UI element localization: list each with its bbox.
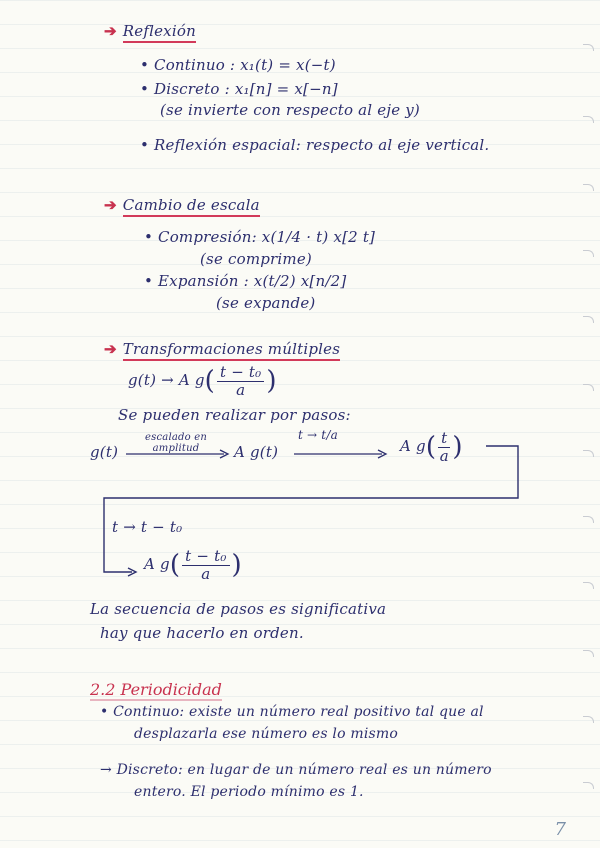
conclusion-line-2: hay que hacerlo en orden. [100, 624, 304, 642]
step1-mid: A g(t) [234, 443, 279, 461]
conclusion-line-1: La secuencia de pasos es significativa [90, 600, 387, 618]
periodicidad-continuo-1: • Continuo: existe un número real positivo tal que al [100, 704, 484, 720]
arrow-icon: ➔ [104, 340, 117, 358]
transformaciones-pasos-text: Se pueden realizar por pasos: [118, 406, 351, 424]
escala-compresion: • Compresión: x(1/4 · t) x[2 t] [144, 228, 376, 246]
periodicidad-continuo-2: desplazarla ese número es lo mismo [134, 726, 398, 742]
transformaciones-formula: g(t) → A g( $\frac{\text{t − t₀}}{a}$ ) [128, 363, 277, 399]
periodicidad-discreto-1: → Discreto: en lugar de un número real es un número [100, 762, 492, 778]
step3-result: A g( $\frac{\text{t − t₀}}{a}$ ) [144, 547, 242, 583]
reflexion-note: (se invierte con respecto al eje y) [160, 101, 420, 119]
escala-compresion-note: (se comprime) [200, 250, 312, 268]
step2-right: A g( $\frac{t}{a}$ ) [400, 429, 463, 465]
reflexion-discreto: • Discreto : x₁[n] = x[−n] [140, 80, 338, 98]
transformaciones-heading: ➔ Transformaciones múltiples [104, 340, 340, 358]
step3-label: t → t − t₀ [112, 518, 183, 536]
periodicidad-heading: 2.2 Periodicidad [90, 680, 222, 699]
reflexion-heading: ➔ Reflexión [104, 22, 196, 40]
page-number: 7 [554, 819, 566, 840]
reflexion-espacial: • Reflexión espacial: respecto al eje vertical. [140, 136, 490, 154]
escala-expansion: • Expansión : x(t/2) x[n/2] [144, 272, 347, 290]
arrow-icon: ➔ [104, 22, 117, 40]
periodicidad-discreto-2: entero. El periodo mínimo es 1. [134, 784, 364, 800]
escala-expansion-note: (se expande) [216, 294, 316, 312]
reflexion-continuo: • Continuo : x₁(t) = x(−t) [140, 56, 336, 74]
step2-arrow-label: t → t/a [298, 428, 338, 442]
arrow-icon: ➔ [104, 196, 117, 214]
escala-heading: ➔ Cambio de escala [104, 196, 260, 214]
step1-left: g(t) [90, 443, 119, 461]
step1-arrow-label: escalado en amplitud [145, 432, 207, 454]
